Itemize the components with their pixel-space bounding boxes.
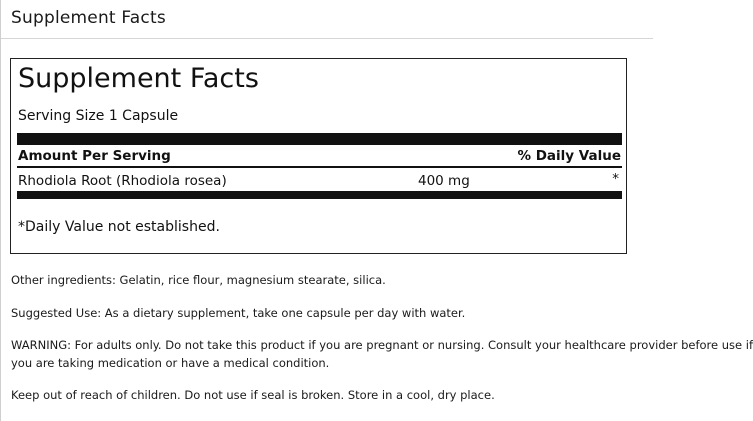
facts-title: Supplement Facts xyxy=(18,63,259,94)
suggested-use: Suggested Use: As a dietary supplement, take one capsule per day with water. xyxy=(11,306,466,320)
thick-divider-top xyxy=(17,133,622,145)
heading-divider xyxy=(1,38,653,39)
daily-value-footnote: *Daily Value not established. xyxy=(18,219,220,235)
ingredient-name: Rhodiola Root (Rhodiola rosea) xyxy=(18,173,227,189)
thick-divider-bottom xyxy=(17,191,622,199)
daily-value-header: % Daily Value xyxy=(517,148,621,164)
ingredient-amount: 400 mg xyxy=(418,173,470,189)
thin-divider xyxy=(17,166,622,168)
warning-line-1: WARNING: For adults only. Do not take this product if you are pregnant or nursing. Consult your healthcare provider before use if xyxy=(11,338,753,352)
supplement-facts-panel xyxy=(10,58,627,254)
storage-instructions: Keep out of reach of children. Do not use if seal is broken. Store in a cool, dry place. xyxy=(11,388,495,402)
ingredient-daily-value: * xyxy=(612,171,619,187)
other-ingredients: Other ingredients: Gelatin, rice flour, magnesium stearate, silica. xyxy=(11,273,386,287)
page-heading: Supplement Facts xyxy=(11,8,166,28)
serving-size: Serving Size 1 Capsule xyxy=(18,108,179,124)
left-border xyxy=(0,0,1,421)
amount-per-serving-header: Amount Per Serving xyxy=(18,148,171,164)
warning-line-2: you are taking medication or have a medical condition. xyxy=(11,356,330,370)
